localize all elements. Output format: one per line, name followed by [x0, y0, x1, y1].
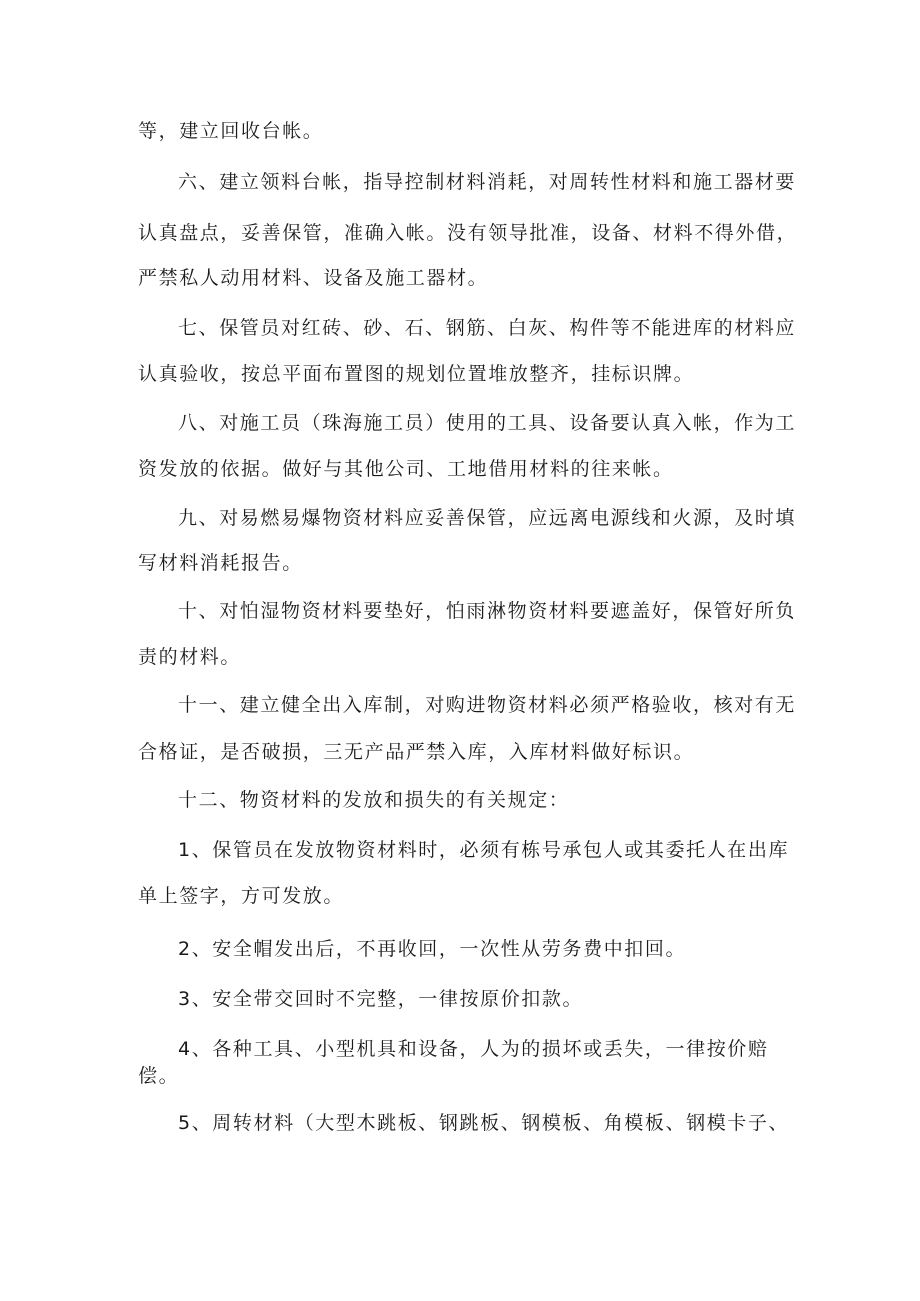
text-line: 等，建立回收台帐。: [138, 120, 324, 142]
text-line: 认真盘点，妥善保管，准确入帐。没有领导批准，设备、材料不得外借，: [138, 222, 798, 244]
text-line: 写材料消耗报告。: [138, 552, 303, 574]
text-line: 六、建立领料台帐，指导控制材料消耗，对周转性材料和施工器材要: [178, 171, 797, 193]
text-line: 七、保管员对红砖、砂、石、钢筋、白灰、构件等不能进库的材料应: [178, 317, 797, 339]
text-line: 偿。: [138, 1065, 180, 1087]
text-line: 十二、物资材料的发放和损失的有关规定：: [178, 789, 570, 811]
text-line: 合格证，是否破损，三无产品严禁入库，入库材料做好标识。: [138, 741, 695, 763]
text-line: 3、安全带交回时不完整，一律按原价扣款。: [178, 988, 584, 1010]
text-line: 5、周转材料（大型木跳板、钢跳板、钢模板、角模板、钢模卡子、: [178, 1112, 790, 1134]
text-line: 认真验收，按总平面布置图的规划位置堆放整齐，挂标识牌。: [138, 363, 695, 385]
text-line: 单上签字，方可发放。: [138, 885, 345, 907]
text-line: 责的材料。: [138, 646, 242, 668]
text-line: 资发放的依据。做好与其他公司、工地借用材料的往来帐。: [138, 458, 674, 480]
text-line: 十、对怕湿物资材料要垫好，怕雨淋物资材料要遮盖好，保管好所负: [178, 600, 797, 622]
text-line: 2、安全帽发出后，不再收回，一次性从劳务费中扣回。: [178, 938, 687, 960]
text-line: 十一、建立健全出入库制，对购进物资材料必须严格验收，核对有无: [178, 694, 797, 716]
text-line: 严禁私人动用材料、设备及施工器材。: [138, 267, 489, 289]
text-line: 八、对施工员（珠海施工员）使用的工具、设备要认真入帐，作为工: [178, 412, 797, 434]
text-line: 4、各种工具、小型机具和设备，人为的损坏或丢失，一律按价赔: [178, 1038, 769, 1060]
text-line: 1、保管员在发放物资材料时，必须有栋号承包人或其委托人在出库: [178, 839, 790, 861]
text-line: 九、对易燃易爆物资材料应妥善保管，应远离电源线和火源，及时填: [178, 507, 797, 529]
